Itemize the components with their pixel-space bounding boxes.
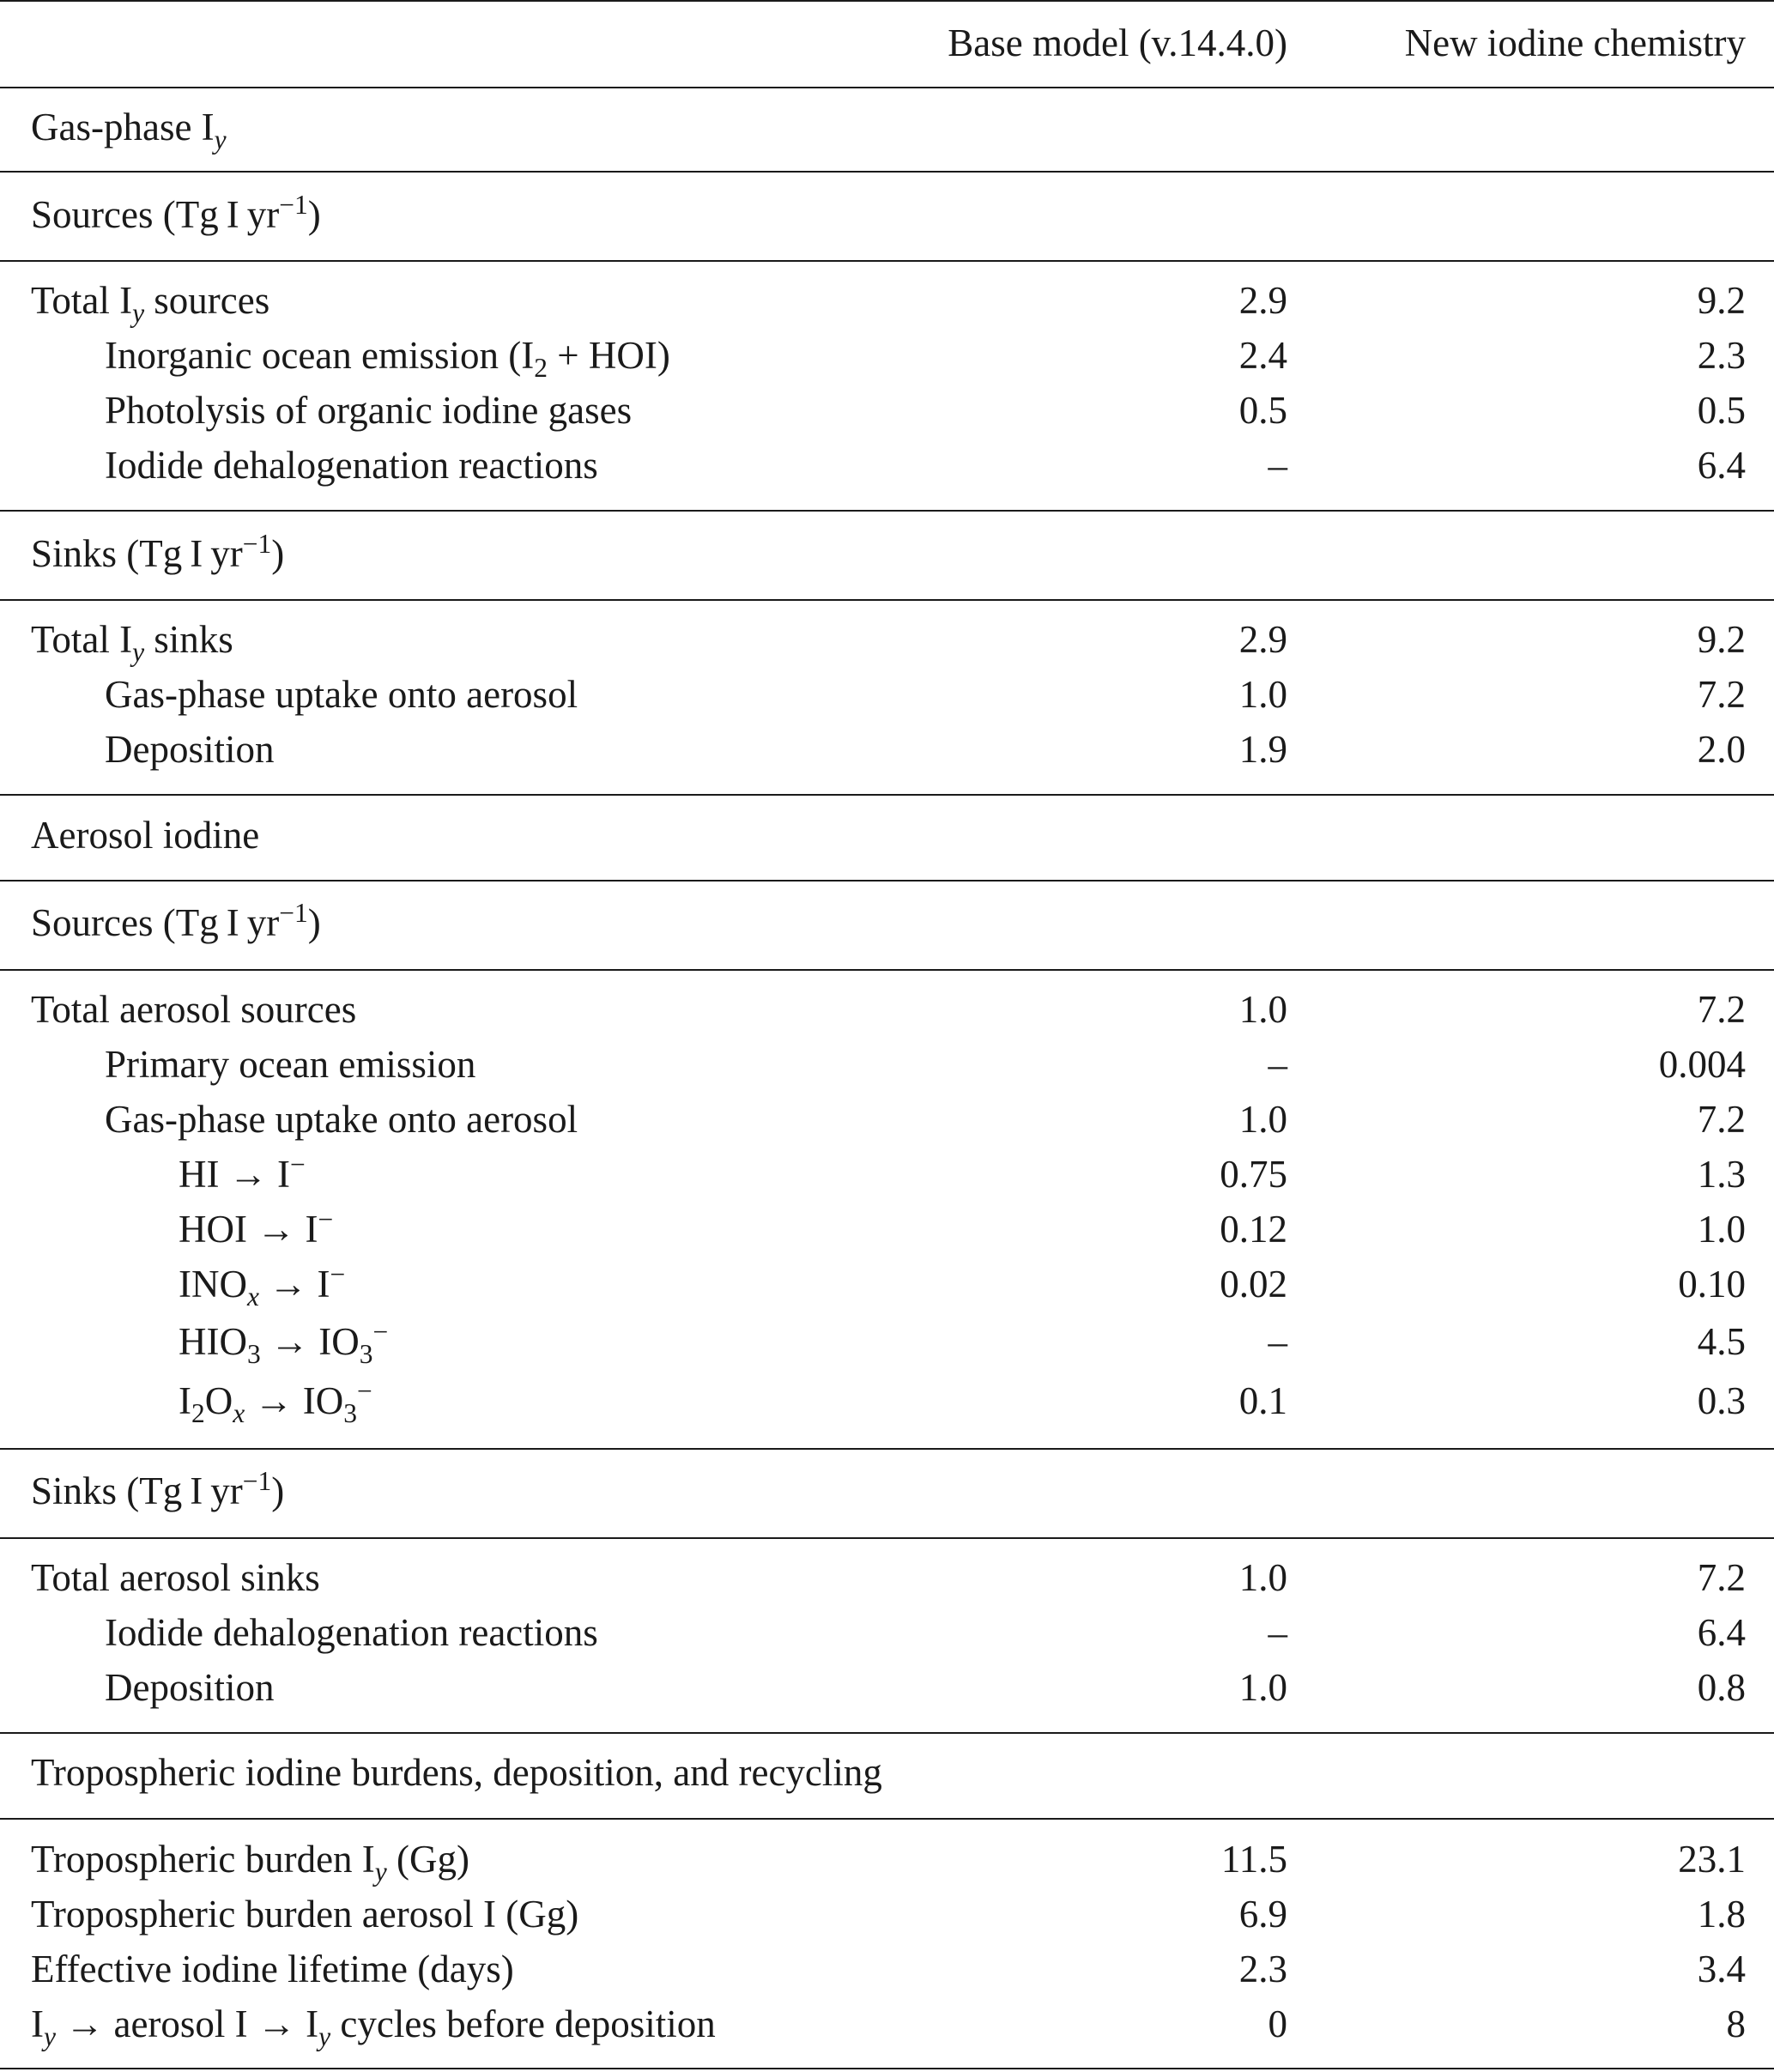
base-model-value: 0.12: [1220, 1208, 1287, 1251]
section-title: Gas-phase $I_y$: [31, 106, 227, 154]
rule: [0, 969, 1774, 971]
new-chemistry-value: 7.2: [1697, 1556, 1746, 1599]
base-model-value: 11.5: [1220, 1838, 1287, 1881]
table-row: [0, 612, 1774, 667]
new-chemistry-value: 1.8: [1697, 1893, 1746, 1936]
table-row: [0, 1887, 1774, 1942]
table-bottom-rule: [0, 2068, 1774, 2069]
row-label: Total aerosol sinks: [31, 1556, 320, 1599]
section-title-gas-phase: [0, 100, 1774, 154]
table-row: [0, 1314, 1774, 1369]
subheading: Sources (Tg I $yr^{-1}$): [31, 898, 321, 944]
new-chemistry-value: 8: [1726, 2002, 1746, 2045]
new-chemistry-value: 0.8: [1697, 1666, 1746, 1709]
row-label: Deposition: [105, 1666, 275, 1709]
new-chemistry-value: 9.2: [1697, 279, 1746, 322]
table-row: [0, 667, 1774, 722]
row-label: Effective iodine lifetime (days): [31, 1948, 514, 1990]
base-model-value: 2.9: [1238, 279, 1287, 322]
row-label: Primary ocean emission: [105, 1043, 476, 1086]
row-label: Gas-phase uptake onto aerosol: [105, 1098, 578, 1141]
table-row: [0, 1660, 1774, 1715]
new-chemistry-value: 7.2: [1697, 673, 1746, 716]
base-model-value: 0.1: [1238, 1379, 1287, 1422]
new-chemistry-value: 7.2: [1697, 988, 1746, 1031]
subheading-aerosol-sources: [0, 895, 1774, 950]
base-model-value: –: [1268, 1320, 1287, 1363]
section-title-tropospheric: [0, 1745, 1774, 1800]
row-label: $I_y$ → aerosol $I \to I_y$ cycles before deposition: [31, 2002, 716, 2051]
row-label: $I_2O_x \to IO_3^-$: [179, 1376, 372, 1428]
row-label: Total $I_y$ sinks: [31, 618, 233, 667]
new-chemistry-value: 3.4: [1697, 1948, 1746, 1990]
table-row: [0, 1832, 1774, 1887]
section-title: Tropospheric iodine burdens, deposition, and recycling: [31, 1751, 882, 1794]
section-title-aerosol: [0, 808, 1774, 863]
section-title: Aerosol iodine: [31, 814, 260, 857]
table-row: [0, 1257, 1774, 1312]
new-chemistry-value: 4.5: [1697, 1320, 1746, 1363]
row-label: $INO_x \to I^-$: [179, 1259, 346, 1312]
base-model-value: 2.3: [1238, 1948, 1287, 1990]
row-label: $HIO_3 \to IO_3^-$: [179, 1317, 389, 1369]
base-model-value: –: [1268, 1043, 1287, 1086]
rule: [0, 1537, 1774, 1539]
base-model-value: 0.02: [1220, 1263, 1287, 1306]
base-model-value: 1.9: [1238, 728, 1287, 771]
table-row: [0, 1092, 1774, 1147]
new-chemistry-value: 6.4: [1697, 444, 1746, 487]
new-chemistry-value: 7.2: [1697, 1098, 1746, 1141]
new-chemistry-value: 0.5: [1697, 389, 1746, 432]
base-model-value: 0: [1268, 2002, 1287, 2045]
row-label: Inorganic ocean emission $(I_2 + HOI)$: [105, 334, 670, 383]
table-row: [0, 1942, 1774, 1996]
subheading-gas-sources: [0, 187, 1774, 242]
rule: [0, 599, 1774, 601]
subheading: Sources (Tg I $yr^{-1}$): [31, 190, 321, 236]
row-label: Tropospheric burden $I_y$ (Gg): [31, 1838, 469, 1887]
rule: [0, 1448, 1774, 1450]
table-row: [0, 1373, 1774, 1428]
base-model-value: 0.5: [1238, 389, 1287, 432]
rule: [0, 1818, 1774, 1820]
table-row: [0, 982, 1774, 1037]
row-label: Deposition: [105, 728, 275, 771]
rule: [0, 87, 1774, 88]
row-label: Photolysis of organic iodine gases: [105, 389, 633, 432]
row-label: Tropospheric burden aerosol I (Gg): [31, 1893, 579, 1936]
table-row: [0, 1037, 1774, 1092]
rule: [0, 1732, 1774, 1734]
new-chemistry-value: 1.3: [1697, 1153, 1746, 1196]
table-row: [0, 328, 1774, 383]
subheading: Sinks (Tg I $yr^{-1}$): [31, 1466, 285, 1512]
subheading-aerosol-sinks: [0, 1463, 1774, 1518]
subheading: Sinks (Tg I $yr^{-1}$): [31, 529, 285, 575]
base-model-value: 1.0: [1238, 673, 1287, 716]
row-label: Total $I_y$ sources: [31, 279, 270, 328]
rule: [0, 171, 1774, 173]
new-chemistry-value: 2.0: [1697, 728, 1746, 771]
row-label: Gas-phase uptake onto aerosol: [105, 673, 578, 716]
row-label: HOI → I−: [179, 1204, 334, 1251]
table-top-rule: [0, 0, 1774, 2]
subheading-gas-sinks: [0, 526, 1774, 581]
new-chemistry-value: 6.4: [1697, 1611, 1746, 1654]
new-chemistry-value: 9.2: [1697, 618, 1746, 661]
table-row: [0, 1202, 1774, 1257]
base-model-value: –: [1268, 444, 1287, 487]
row-label: Total aerosol sources: [31, 988, 357, 1031]
rule: [0, 260, 1774, 262]
new-chemistry-value: 1.0: [1697, 1208, 1746, 1251]
base-model-value: 1.0: [1238, 1556, 1287, 1599]
base-model-value: –: [1268, 1611, 1287, 1654]
table-row: [0, 1605, 1774, 1660]
table-row: [0, 1550, 1774, 1605]
table-row: [0, 383, 1774, 438]
new-chemistry-value: 0.3: [1697, 1379, 1746, 1422]
base-model-value: 2.9: [1238, 618, 1287, 661]
base-model-value: 1.0: [1238, 1098, 1287, 1141]
table-row: [0, 273, 1774, 328]
rule: [0, 880, 1774, 882]
row-label: Iodide dehalogenation reactions: [105, 1611, 598, 1654]
row-label: HI → I−: [179, 1149, 306, 1196]
base-model-value: 0.75: [1220, 1153, 1287, 1196]
new-chemistry-value: 0.10: [1678, 1263, 1746, 1306]
base-model-value: 2.4: [1238, 334, 1287, 377]
base-model-value: 1.0: [1238, 1666, 1287, 1709]
new-chemistry-value: 23.1: [1678, 1838, 1746, 1881]
new-chemistry-value: 2.3: [1697, 334, 1746, 377]
table-row: [0, 1147, 1774, 1202]
table-row: [0, 438, 1774, 493]
rule: [0, 794, 1774, 796]
row-label: Iodide dehalogenation reactions: [105, 444, 598, 487]
new-chemistry-value: 0.004: [1658, 1043, 1746, 1086]
base-model-value: 1.0: [1238, 988, 1287, 1031]
table-row: [0, 1996, 1774, 2051]
column-header-base-model: Base model (v.14.4.0): [948, 21, 1287, 64]
rule: [0, 510, 1774, 512]
column-header-new-chemistry: New iodine chemistry: [1404, 21, 1746, 64]
header-row: [0, 15, 1774, 70]
base-model-value: 6.9: [1238, 1893, 1287, 1936]
table-row: [0, 722, 1774, 777]
